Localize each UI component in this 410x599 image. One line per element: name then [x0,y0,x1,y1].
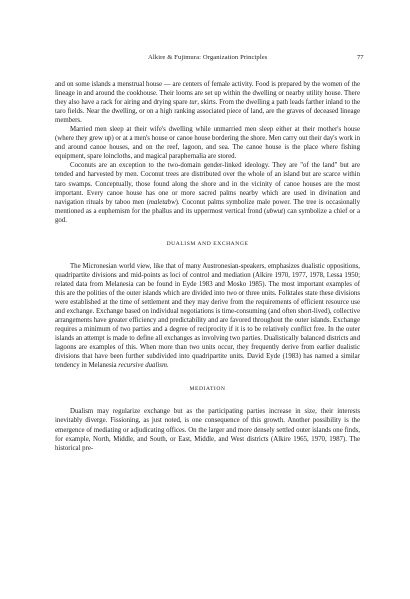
body-text [55,80,360,453]
paragraph: Married men sleep at their wife's dwelling while unmarried men sleep either at their mother's house (where they grew up) or at a men's house or canoe house bordering the shore. Men carry out their day's work in and around canoe houses, and on the reef, lagoon, and sea. The canoe house is the place where fishing equipment, spare loincloths, and magical paraphernalia are stored. [55,126,361,161]
paragraph: The Micronesian world view, like that of many Austronesian-speakers, emphasizes dualistic oppositions, quadripartite divisions and mid-points as loci of control and mediation (Alkire 1970, 1977, 1978, Lessa 1950; related data from Melanesia can be found in Eyde 1983 and Mosko 1985). The most important examples of this are the polities of the outer islands which are divided into two or three units. Folktales state these divisions were established at the time of settlement and they may derive from the requirements of efficient resource use and exchange. Exchange based on individual negotiations is time-consuming (and often short-lived), collective arrangements have greater efficiency and predictability and are favored throughout the outer islands. Exchange requires a minimum of two parties and a degree of reciprocity if it is to be relatively conflict free. In the outer islands an attempt is made to define all exchanges as involving two parties. Dualistically balanced districts and lagoons are examples of this. When more than two units occur, they frequently derive from earlier dualistic divisions that have been further subdivided into quadripartite units. David Eyde (1983) has named a similar tendency in Melanesia recursive dualism. [55,262,360,370]
page-number: 77 [357,54,364,61]
running-head: Alkire & Fujimura: Organization Principles [148,54,268,61]
section-heading-mediation: MEDIATION [189,386,226,393]
paragraph: and on some islands a menstrual house — are centers of female activity. Food is prepared by the women of the lineage in and around the cookhouse. Their looms are set up within the dwelling or nearby utility house. There they also have a rack for airing and drying spare tur, skirts. From the dwelling a path leads farther inland to the taro fields. Near the dwelling, or on a high ranking associated piece of land, are the graves of deceased lineage members. [55,81,361,125]
section-heading-dualism: DUALISM AND EXCHANGE [166,240,249,247]
paragraph: Dualism may regularize exchange but as the participating parties increase in size, their interests inevitably diverge. Fissioning, as just noted, is one consequence of this growth. Another possibility is the emergence of mediating or adjudicating offices. On the larger and more densely settled outer islands one finds, for example, North, Middle, and South, or East, Middle, and West districts (Alkire 1965, 1970, 1987). The historical pre- [55,408,360,452]
paragraph: Coconuts are an exception to the two-domain gender-linked ideology. They are "of the land" but are tended and harvested by men. Coconut trees are distributed over the whole of an island but are scarce within taro swamps. Conceptually, those found along the shore and in the vicinity of canoe houses are the most important. Every canoe house has one or more sacred palms nearby which are used in divination and navigation rituals by taboo men (maletabw). Coconut palms symbolize male power. The tree is occasionally mentioned as a euphemism for the phallus and its uppermost vertical frond (ubwut) can symbolize a chief or a god. [55,162,360,224]
